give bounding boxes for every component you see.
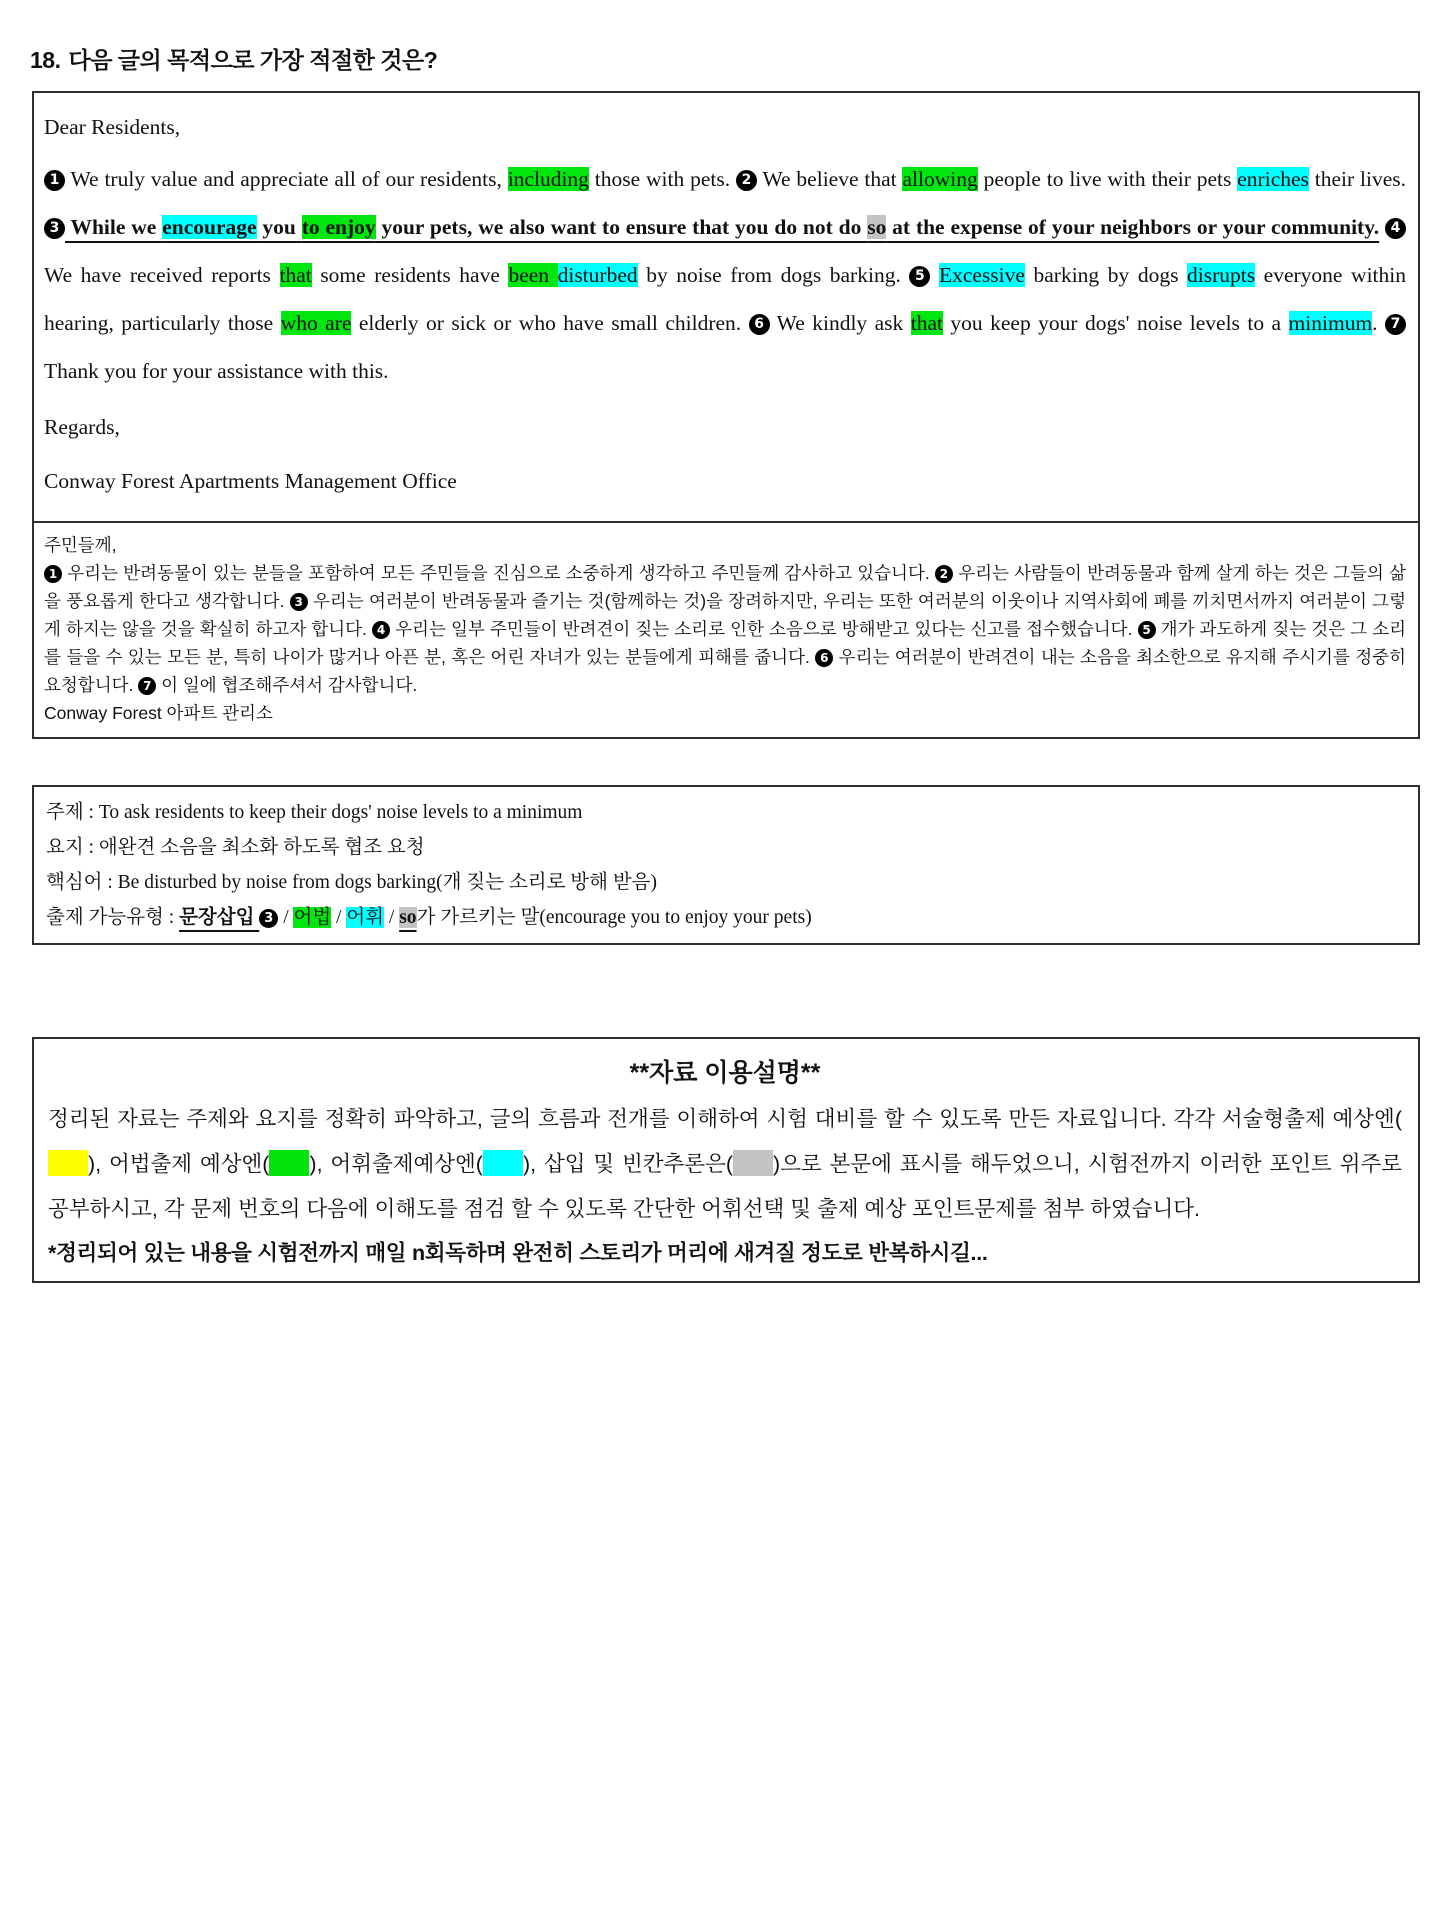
question-title bbox=[30, 42, 1420, 75]
passage-signature: Conway Forest Apartments Management Office bbox=[44, 469, 457, 493]
usage-guide-body: 정리된 자료는 주제와 요지를 정확히 파악하고, 글의 흐름과 전개를 이해하여 시험 대비를 할 수 있도록 만든 자료입니다. 각각 서술형출제 예상엔(), 어법출제 예상엔( ), 어휘출제예상엔( ), 삽입 및 빈칸추론은( )으로 본문에 표시를 해두었으니, 시험전까지 이러한 포인트 위주로 공부하시고, 각 문제 번호의 다음에 이해도를 점검 할 수 있도록 간단한 어휘선택 및 출제 예상 포인트문제를 첨부 하였습니다. bbox=[48, 1107, 1403, 1221]
summary-question-types-line: 출제 가능유형 : 문장삽입 3 / 어법 / 어휘 / so가 가르키는 말(encourage you to enjoy your pets) bbox=[46, 907, 812, 928]
summary-gist-line: 요지 : 애완견 소음을 최소화 하도록 협조 요청 bbox=[46, 837, 425, 858]
question-number: 18. bbox=[30, 47, 61, 73]
usage-guide-title: **자료 이용설명** bbox=[629, 1059, 821, 1087]
passage-box bbox=[32, 91, 1420, 739]
usage-guide-box bbox=[32, 1037, 1420, 1283]
yellow-highlight-swatch bbox=[48, 1150, 88, 1176]
green-highlight-swatch bbox=[269, 1150, 309, 1176]
summary-topic-line: 주제 : To ask residents to keep their dogs' noise levels to a minimum bbox=[46, 802, 583, 823]
summary-box bbox=[32, 785, 1420, 945]
passage-salutation: Dear Residents, bbox=[44, 115, 181, 139]
translation-signature: Conway Forest 아파트 관리소 bbox=[44, 703, 273, 723]
translation-salutation: 주민들께, bbox=[44, 535, 117, 555]
summary-keyword-line: 핵심어 : Be disturbed by noise from dogs barking(개 짖는 소리로 방해 받음) bbox=[46, 872, 657, 893]
cyan-highlight-swatch bbox=[483, 1150, 523, 1176]
usage-guide-footer: *정리되어 있는 내용을 시험전까지 매일 n회독하며 완전히 스토리가 머리에 새겨질 정도로 반복하시길... bbox=[48, 1241, 988, 1265]
korean-translation bbox=[34, 521, 1418, 737]
gray-highlight-swatch bbox=[733, 1150, 773, 1176]
english-passage bbox=[34, 93, 1418, 521]
passage-closing: Regards, bbox=[44, 415, 120, 439]
question-prompt: 다음 글의 목적으로 가장 적절한 것은? bbox=[68, 47, 438, 73]
translation-body: 1 우리는 반려동물이 있는 분들을 포함하여 모든 주민들을 진심으로 소중하게 생각하고 주민들께 감사하고 있습니다. 2 우리는 사람들이 반려동물과 함께 살게 하는 것은 그들의 삶을 풍요롭게 한다고 생각합니다. 3 우리는 여러분이 반려동물과 즐기는 것(함께하는 것)을 장려하지만, 우리는 또한 여러분의 이웃이나 지역사회에 폐를 끼치면서까지 여러분이 그렇게 하지는 않을 것을 확실히 하고자 합니다. 4 우리는 일부 주민들이 반려견이 짖는 소리로 인한 소음으로 방해받고 있다는 신고를 접수했습니다. 5 개가 과도하게 짖는 것은 그 소리를 들을 수 있는 모든 분, 특히 나이가 많거나 아픈 분, 혹은 어린 자녀가 있는 분들에게 피해를 줍니다. 6 우리는 여러분이 반려견이 내는 소음을 최소한으로 유지해 주시기를 정중히 요청합니다. 7 이 일에 협조해주셔서 감사합니다. bbox=[44, 563, 1407, 695]
passage-body: 1 We truly value and appreciate all of our residents, including those with pets. 2 We believe that allowing people to live with their pets enriches their lives. 3 While we encourage you to enjoy your pets, we also want to ensure that you do not do so at the expense of your neighbors or your community. 4 We have received reports that some residents have been disturbed by noise from dogs barking. 5 Excessive barking by dogs disrupts everyone within hearing, particularly those who are elderly or sick or who have small children. 6 We kindly ask that you keep your dogs' noise levels to a minimum. 7 Thank you for your assistance with this. bbox=[44, 167, 1407, 383]
